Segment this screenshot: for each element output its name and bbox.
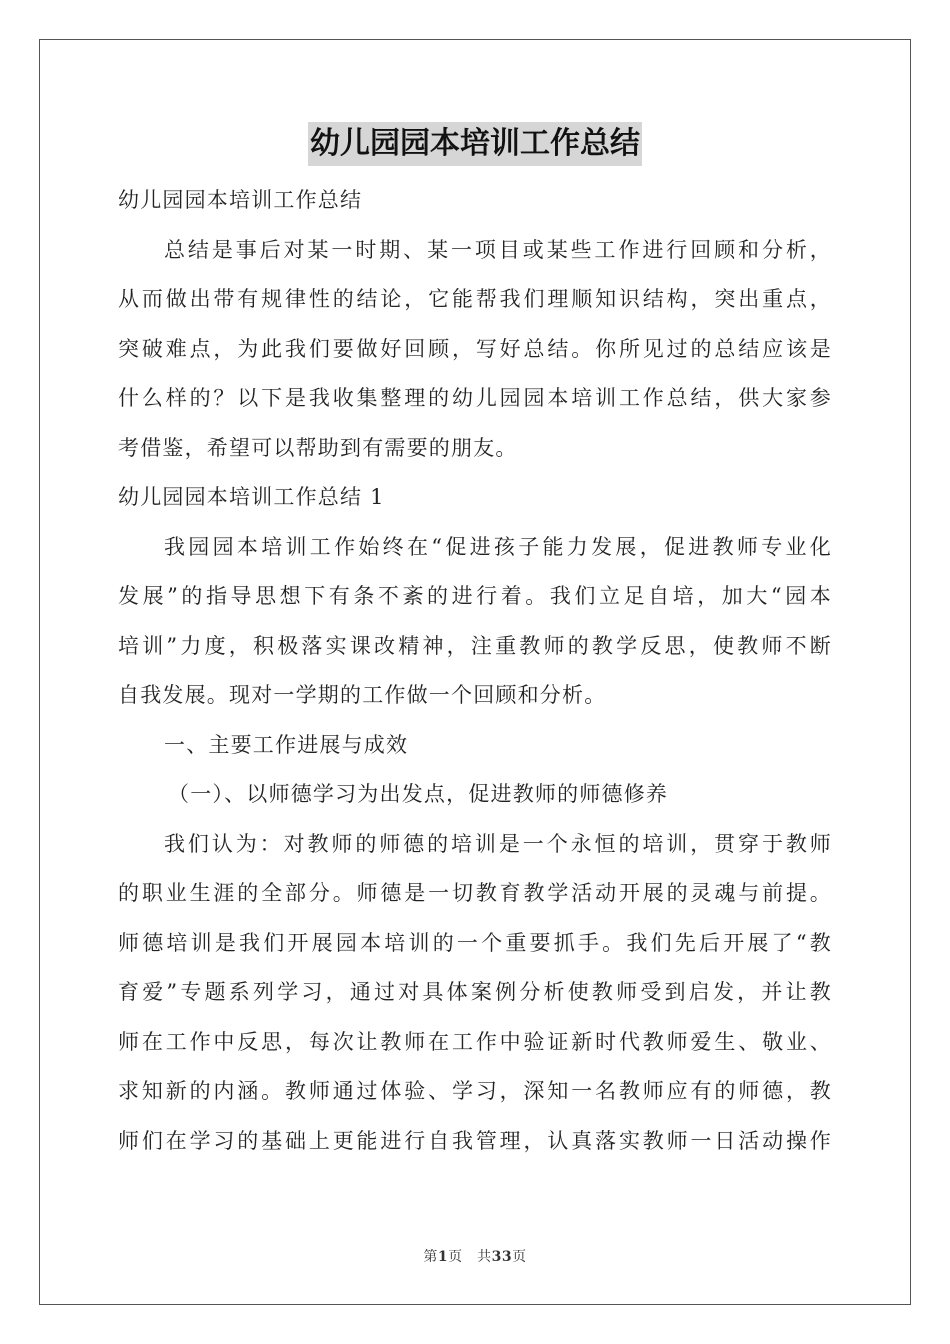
paragraph-line: 我们认为：对教师的师德的培训是一个永恒的培训，贯穿于教师 <box>164 831 832 856</box>
paragraph-line: 什么样的？以下是我收集整理的幼儿园园本培训工作总结，供大家参 <box>118 386 832 410</box>
document-body <box>118 122 832 1166</box>
paragraph-line: 师在工作中反思，每次让教师在工作中验证新时代教师爱生、敬业、 <box>118 1029 832 1054</box>
page-suffix: 页 <box>512 1249 527 1265</box>
page-prefix: 第 <box>423 1249 438 1265</box>
paragraph-line: 自我发展。现对一学期的工作做一个回顾和分析。 <box>118 683 607 707</box>
paragraph-line: 考借鉴，希望可以帮助到有需要的朋友。 <box>118 435 518 460</box>
paragraph-line: 发展”的指导思想下有条不紊的进行着。我们立足自培，加大“园本 <box>118 584 832 608</box>
document-title: 幼儿园园本培训工作总结 <box>308 122 642 166</box>
total-page-count: 33 <box>491 1249 513 1265</box>
paragraph-line: 育爱”专题系列学习，通过对具体案例分析使教师受到启发，并让教 <box>118 980 832 1004</box>
paragraph-line: 师德培训是我们开展园本培训的一个重要抓手。我们先后开展了“教 <box>118 930 832 955</box>
paragraph-line: 的职业生涯的全部分。师德是一切教育教学活动开展的灵魂与前提。 <box>118 881 832 905</box>
page-mid: 页 共 <box>448 1249 492 1265</box>
paragraph-line: 突破难点，为此我们要做好回顾，写好总结。你所见过的总结应该是 <box>118 336 832 361</box>
page-footer <box>0 1246 950 1266</box>
heading-level-1: 一、主要工作进展与成效 <box>164 732 409 757</box>
paragraph-line: 求知新的内涵。教师通过体验、学习，深知一名教师应有的师德，教 <box>118 1079 832 1103</box>
heading-level-2: （一）、以师德学习为出发点，促进教师的师德修养 <box>168 782 669 806</box>
section-heading: 幼儿园园本培训工作总结 1 <box>118 485 385 509</box>
paragraph-line: 师们在学习的基础上更能进行自我管理，认真落实教师一日活动操作 <box>118 1128 832 1153</box>
paragraph-line: 从而做出带有规律性的结论，它能帮我们理顺知识结构，突出重点， <box>118 287 832 311</box>
title-wrap <box>118 122 832 170</box>
subtitle-line: 幼儿园园本培训工作总结 <box>118 188 363 212</box>
paragraph-line: 总结是事后对某一时期、某一项目或某些工作进行回顾和分析， <box>164 237 832 262</box>
paragraph-line: 培训”力度，积极落实课改精神，注重教师的教学反思，使教师不断 <box>118 633 832 658</box>
paragraph-line: 我园园本培训工作始终在“促进孩子能力发展，促进教师专业化 <box>164 534 832 559</box>
current-page-number: 1 <box>437 1249 449 1265</box>
